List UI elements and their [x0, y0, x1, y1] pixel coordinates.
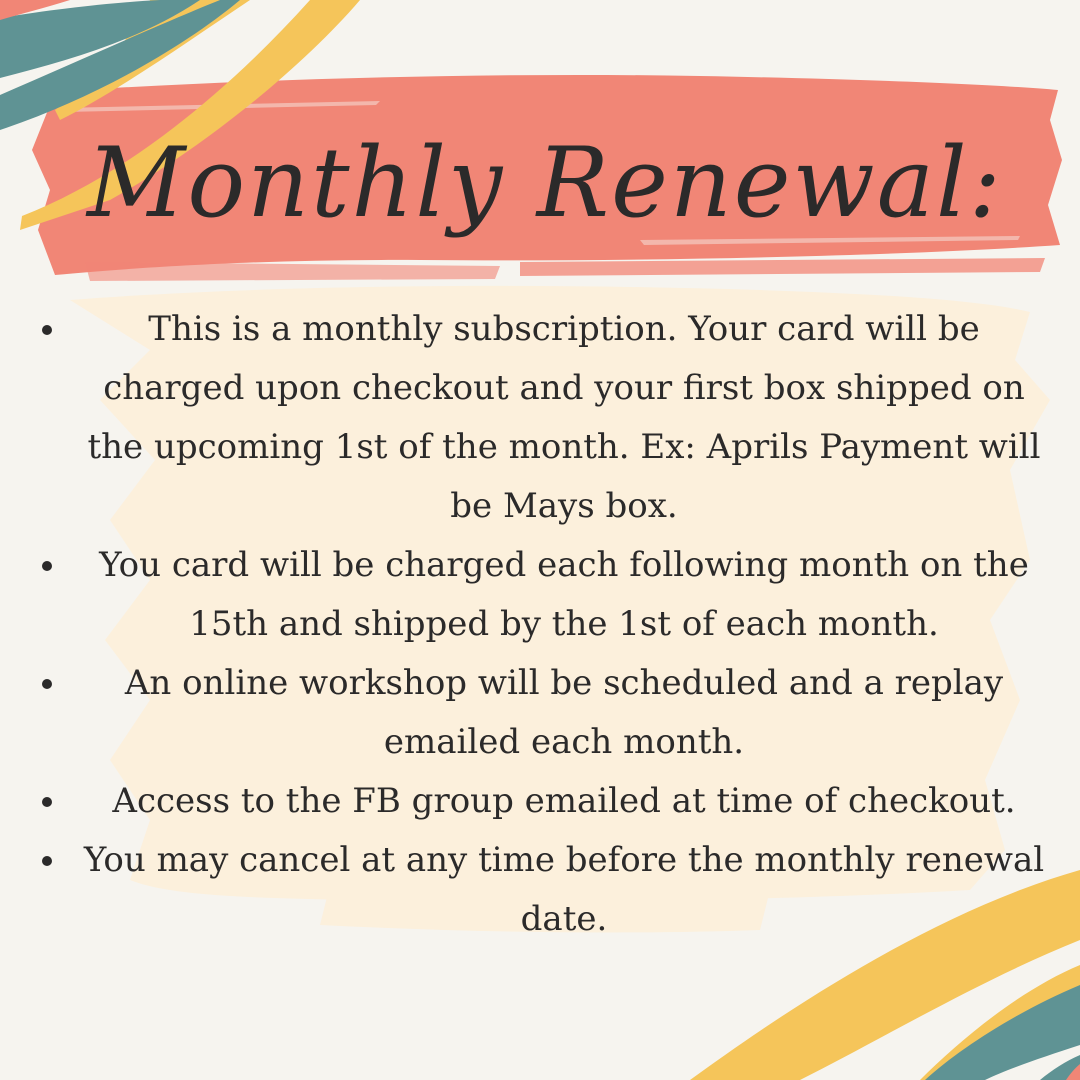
- list-item-text: An online workshop will be scheduled and a replay emailed each month.: [124, 663, 1004, 762]
- list-item: [30, 831, 1050, 949]
- list-item: [30, 300, 1050, 536]
- renewal-terms-list: [30, 300, 1050, 949]
- bullet-icon: [42, 856, 52, 866]
- list-item: [30, 654, 1050, 772]
- list-item: [30, 536, 1050, 654]
- bullet-icon: [42, 679, 52, 689]
- list-item: [30, 772, 1050, 831]
- bullet-icon: [42, 797, 52, 807]
- list-item-text: You may cancel at any time before the monthly renewal date.: [83, 840, 1045, 939]
- bullet-icon: [42, 325, 52, 335]
- list-item-text: This is a monthly subscription. Your card will be charged upon checkout and your first box shipped on the upcoming 1st of the month. Ex: Aprils Payment will be Mays box.: [87, 309, 1041, 526]
- list-item-text: You card will be charged each following month on the 15th and shipped by the 1st of each month.: [99, 545, 1029, 644]
- page-title: Monthly Renewal:: [87, 127, 1003, 239]
- list-item-text: Access to the FB group emailed at time of checkout.: [112, 781, 1016, 821]
- bullet-icon: [42, 561, 52, 571]
